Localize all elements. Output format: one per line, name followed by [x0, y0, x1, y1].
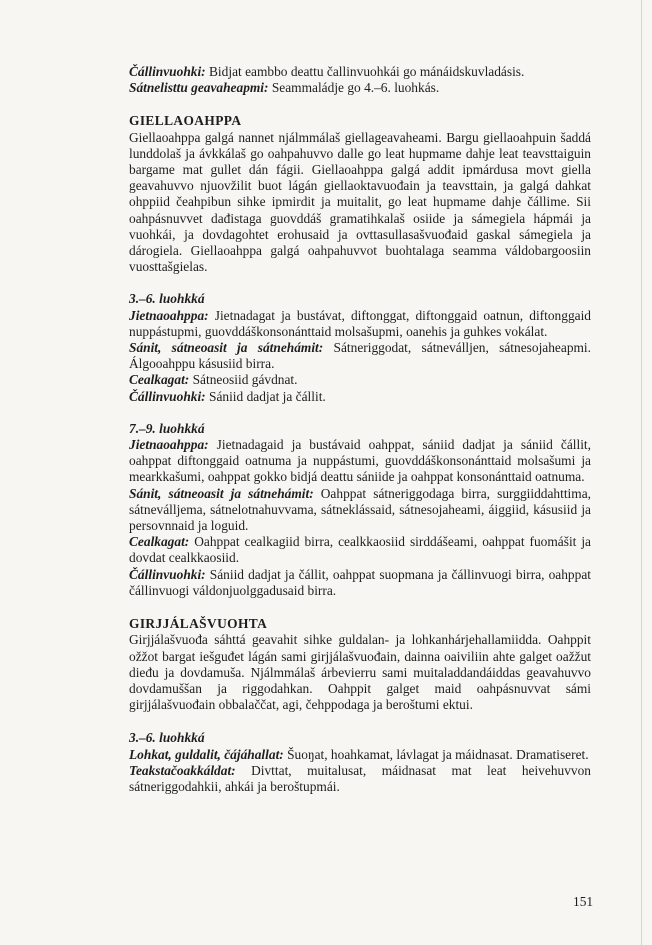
section-heading-girjjalasvuohta: GIRJJÁLAŠVUOHTA: [129, 616, 268, 632]
grade3-6-item: Jietnaoahppa: Jietnadagat ja bustávat, diftonggat, diftonggaid oatnun, diftonggaid nuppástupmi, guovddáškonsonánttaid molsašupmi, oanehis ja guhkes vokálat.: [129, 307, 591, 339]
grade7-9-item: Cealkagat: Oahppat cealkagiid birra, cealkkaosiid sirddášeami, oahppat fuomášit ja dovdat cealkkaosiid.: [129, 534, 591, 566]
page-edge-line: [641, 0, 642, 945]
section-heading-giellaoahppa: GIELLAOAHPPA: [129, 113, 242, 129]
literature-item: Teakstačoakkáldat: Divttat, muitalusat, máidnasat mat leat heivehuvvon sátneriggodahkii, ahkái ja beroštupmái.: [129, 762, 591, 794]
grade3-6-item: Čállinvuohki: Sániid dadjat ja čállit.: [129, 388, 326, 404]
literature-item: Lohkat, guldalit, čájáhallat: Šuoŋat, hoahkamat, lávlagat ja máidnasat. Dramatiseret.: [129, 746, 589, 762]
page-number: 151: [573, 894, 594, 909]
giellaoahppa-body: Giellaoahppa galgá nannet njálmmálaš giellageavaheami. Bargu giellaoahpuin šaddá lunddolaš ja ávkkálaš go oahpahuvvo dalle go leat hupmame dahje leat teavsttaiguin bargame mat gullet dán fágii. Giellaoahppa galgá addit ipmárdusa movt giella geavahuvvo njuovžilit buot lágán giellaoktavuođain ja teavsttain, ja galgá dahkat ohppiid čeahpibun sihke ipmirdit ja muitalit, go leat hupmame dahje čállime. Sii oahpásnuvvet dađistaga guovddáš gramatihkalaš osiide ja sámegiela hápmái ja vuohkái, ja dovdagohtet erohusaid ja ovttasullasašvuođaid gaskal sámegiela ja dárogiela. Giellaoahppa galgá oahpahuvvot buohtalaga seamma váldobargoosiin vuosttašgielas.: [129, 129, 591, 275]
grade3-6-item: Sánit, sátneoasit ja sátnehámit: Sátneriggodat, sátneválljen, sátnesojaheapmi. Álgooahppu kásusiid birra.: [129, 340, 591, 372]
subheading-grade-7-9: 7.–9. luohkká: [129, 420, 205, 436]
intro-line-wordlist: Sátnelisttu geavaheapmi: Seammaládje go 4.–6. luohkás.: [129, 80, 440, 96]
subheading-grade-3-6-literature: 3.–6. luohkká: [129, 730, 205, 746]
intro-line-writing: Čállinvuohki: Bidjat eambbo deattu čallinvuohkái go mánáidskuvladásis.: [129, 64, 525, 79]
grade7-9-item: Čállinvuohki: Sániid dadjat ja čállit, oahppat suopmana ja čállinvuogi birra, oahppat čállinvuogi váldonjuolggadusaid birra.: [129, 566, 591, 598]
page-text-column: [129, 64, 591, 795]
grade3-6-item: Cealkagat: Sátneosiid gávdnat.: [129, 372, 298, 388]
grade7-9-item: Jietnaoahppa: Jietnadagaid ja bustávaid oahppat, sániid dadjat ja sániid čállit, oahppat diftonggaid oatnuma ja nuppástumi, guovddáškonsonánttaid molsašumi ja mearkkašumi, oahppat gokko bidjá deattu sániide ja oahppat konsonánttaid oatnuma.: [129, 437, 591, 485]
girjjalasvuohta-body: Girjjálašvuođa sáhttá geavahit sihke guldalan- ja lohkanhárjehallamiidda. Oahppit ožžot bargat iešguđet lágán sami girjjálašvuođain, dainna oaiviliin ahte galget oažžut dieđu ja dovdamuša. Njálmmálaš árbevierru sami muitaladdandáiddas geavahuvvo dovdamuššan ja riggodahkan. Oahppit galget maid oahpásnuvvat sámi girjjálašvuođain obbalaččat, agi, čehppodaga ja beroštumi ektui.: [129, 632, 591, 713]
subheading-grade-3-6: 3.–6. luohkká: [129, 291, 205, 307]
grade7-9-item: Sánit, sátneoasit ja sátnehámit: Oahppat sátneriggodaga birra, surggiiddahttima, sátneválljema, sátnelotnahuvvama, sátneklássaid, sátnesojaheami, áiggiid, kásusiid ja persovnnaid ja loguid.: [129, 485, 591, 534]
